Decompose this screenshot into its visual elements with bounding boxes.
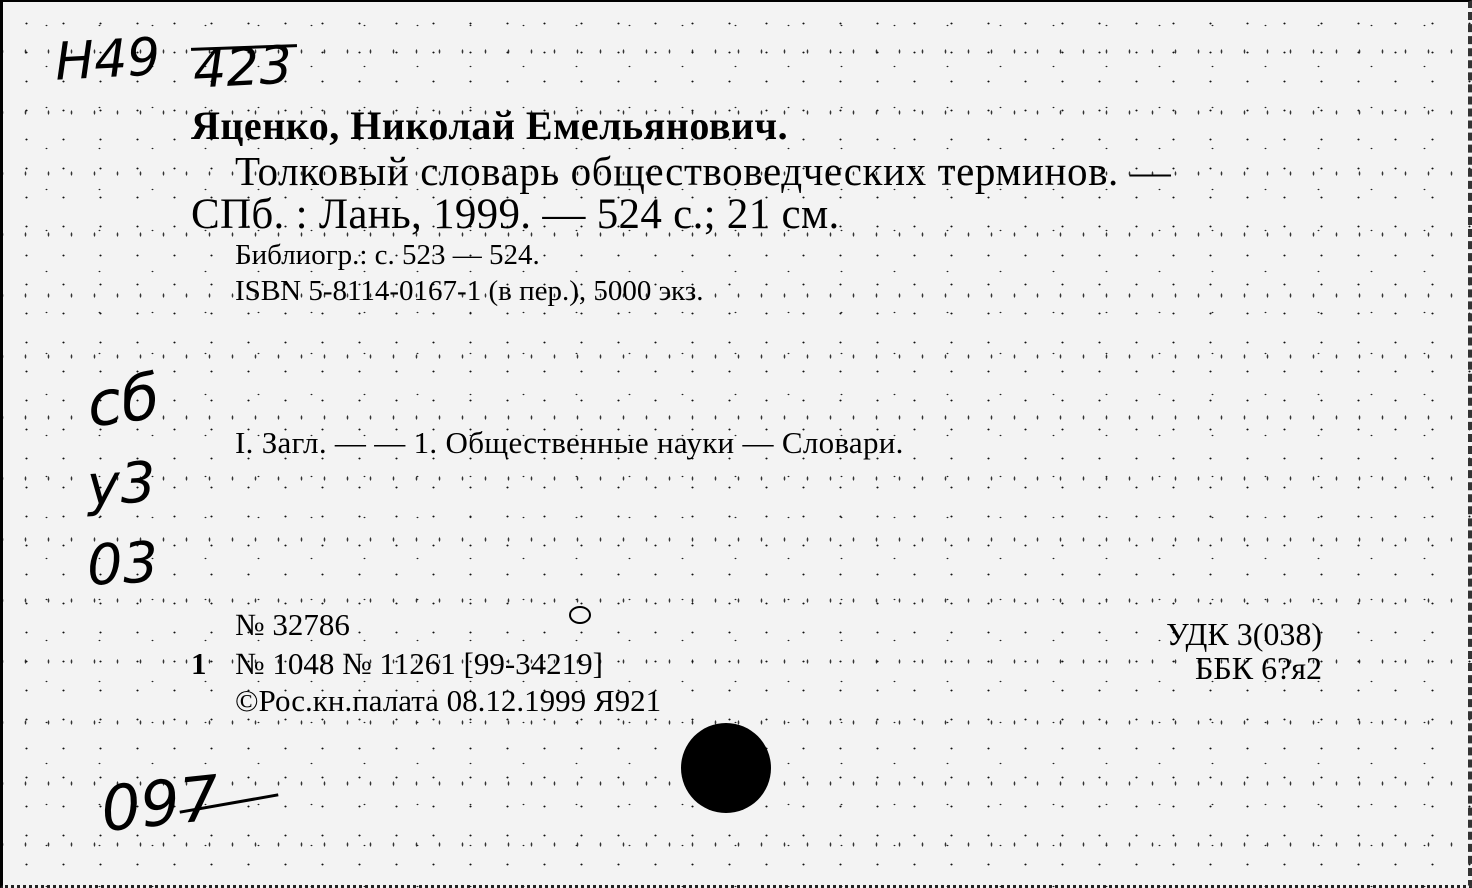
handwritten-bottom-number: 097 — [97, 761, 223, 846]
bbk-code: ББК 6?я2 — [1194, 650, 1322, 686]
author-heading: Яценко, Николай Емельянович. — [191, 103, 789, 148]
copyright-line: ©Рос.кн.палата 08.12.1999 Я921 — [235, 683, 662, 718]
handwritten-shelf-code: Н49 — [53, 27, 162, 93]
registry-numbers: № 1048 № 11261 [99-34219] — [235, 646, 603, 681]
record-number: № 32786 — [235, 607, 350, 642]
copy-count: 1 — [191, 646, 207, 681]
punch-hole — [681, 723, 771, 813]
handwritten-shelf-number: 423 — [191, 35, 294, 101]
isbn-line: ISBN 5-8114-0167-1 (в пер.), 5000 экз. — [235, 275, 704, 307]
bibliography-note: Библиогр.: с. 523 — 524. — [235, 239, 540, 271]
stamp-mark — [569, 606, 591, 624]
handwritten-mark-2: у3 — [85, 450, 158, 519]
handwritten-mark-1: сб — [82, 359, 165, 442]
udk-code: УДК 3(038) — [1166, 616, 1322, 652]
subject-tracing: I. Загл. — — 1. Общественные науки — Словари. — [235, 425, 904, 460]
book-title: Толковый словарь обществоведческих терминов. — — [235, 148, 1172, 194]
handwritten-mark-3: 03 — [85, 530, 160, 599]
imprint-line: СПб. : Лань, 1999. — 524 с.; 21 см. — [191, 191, 840, 238]
